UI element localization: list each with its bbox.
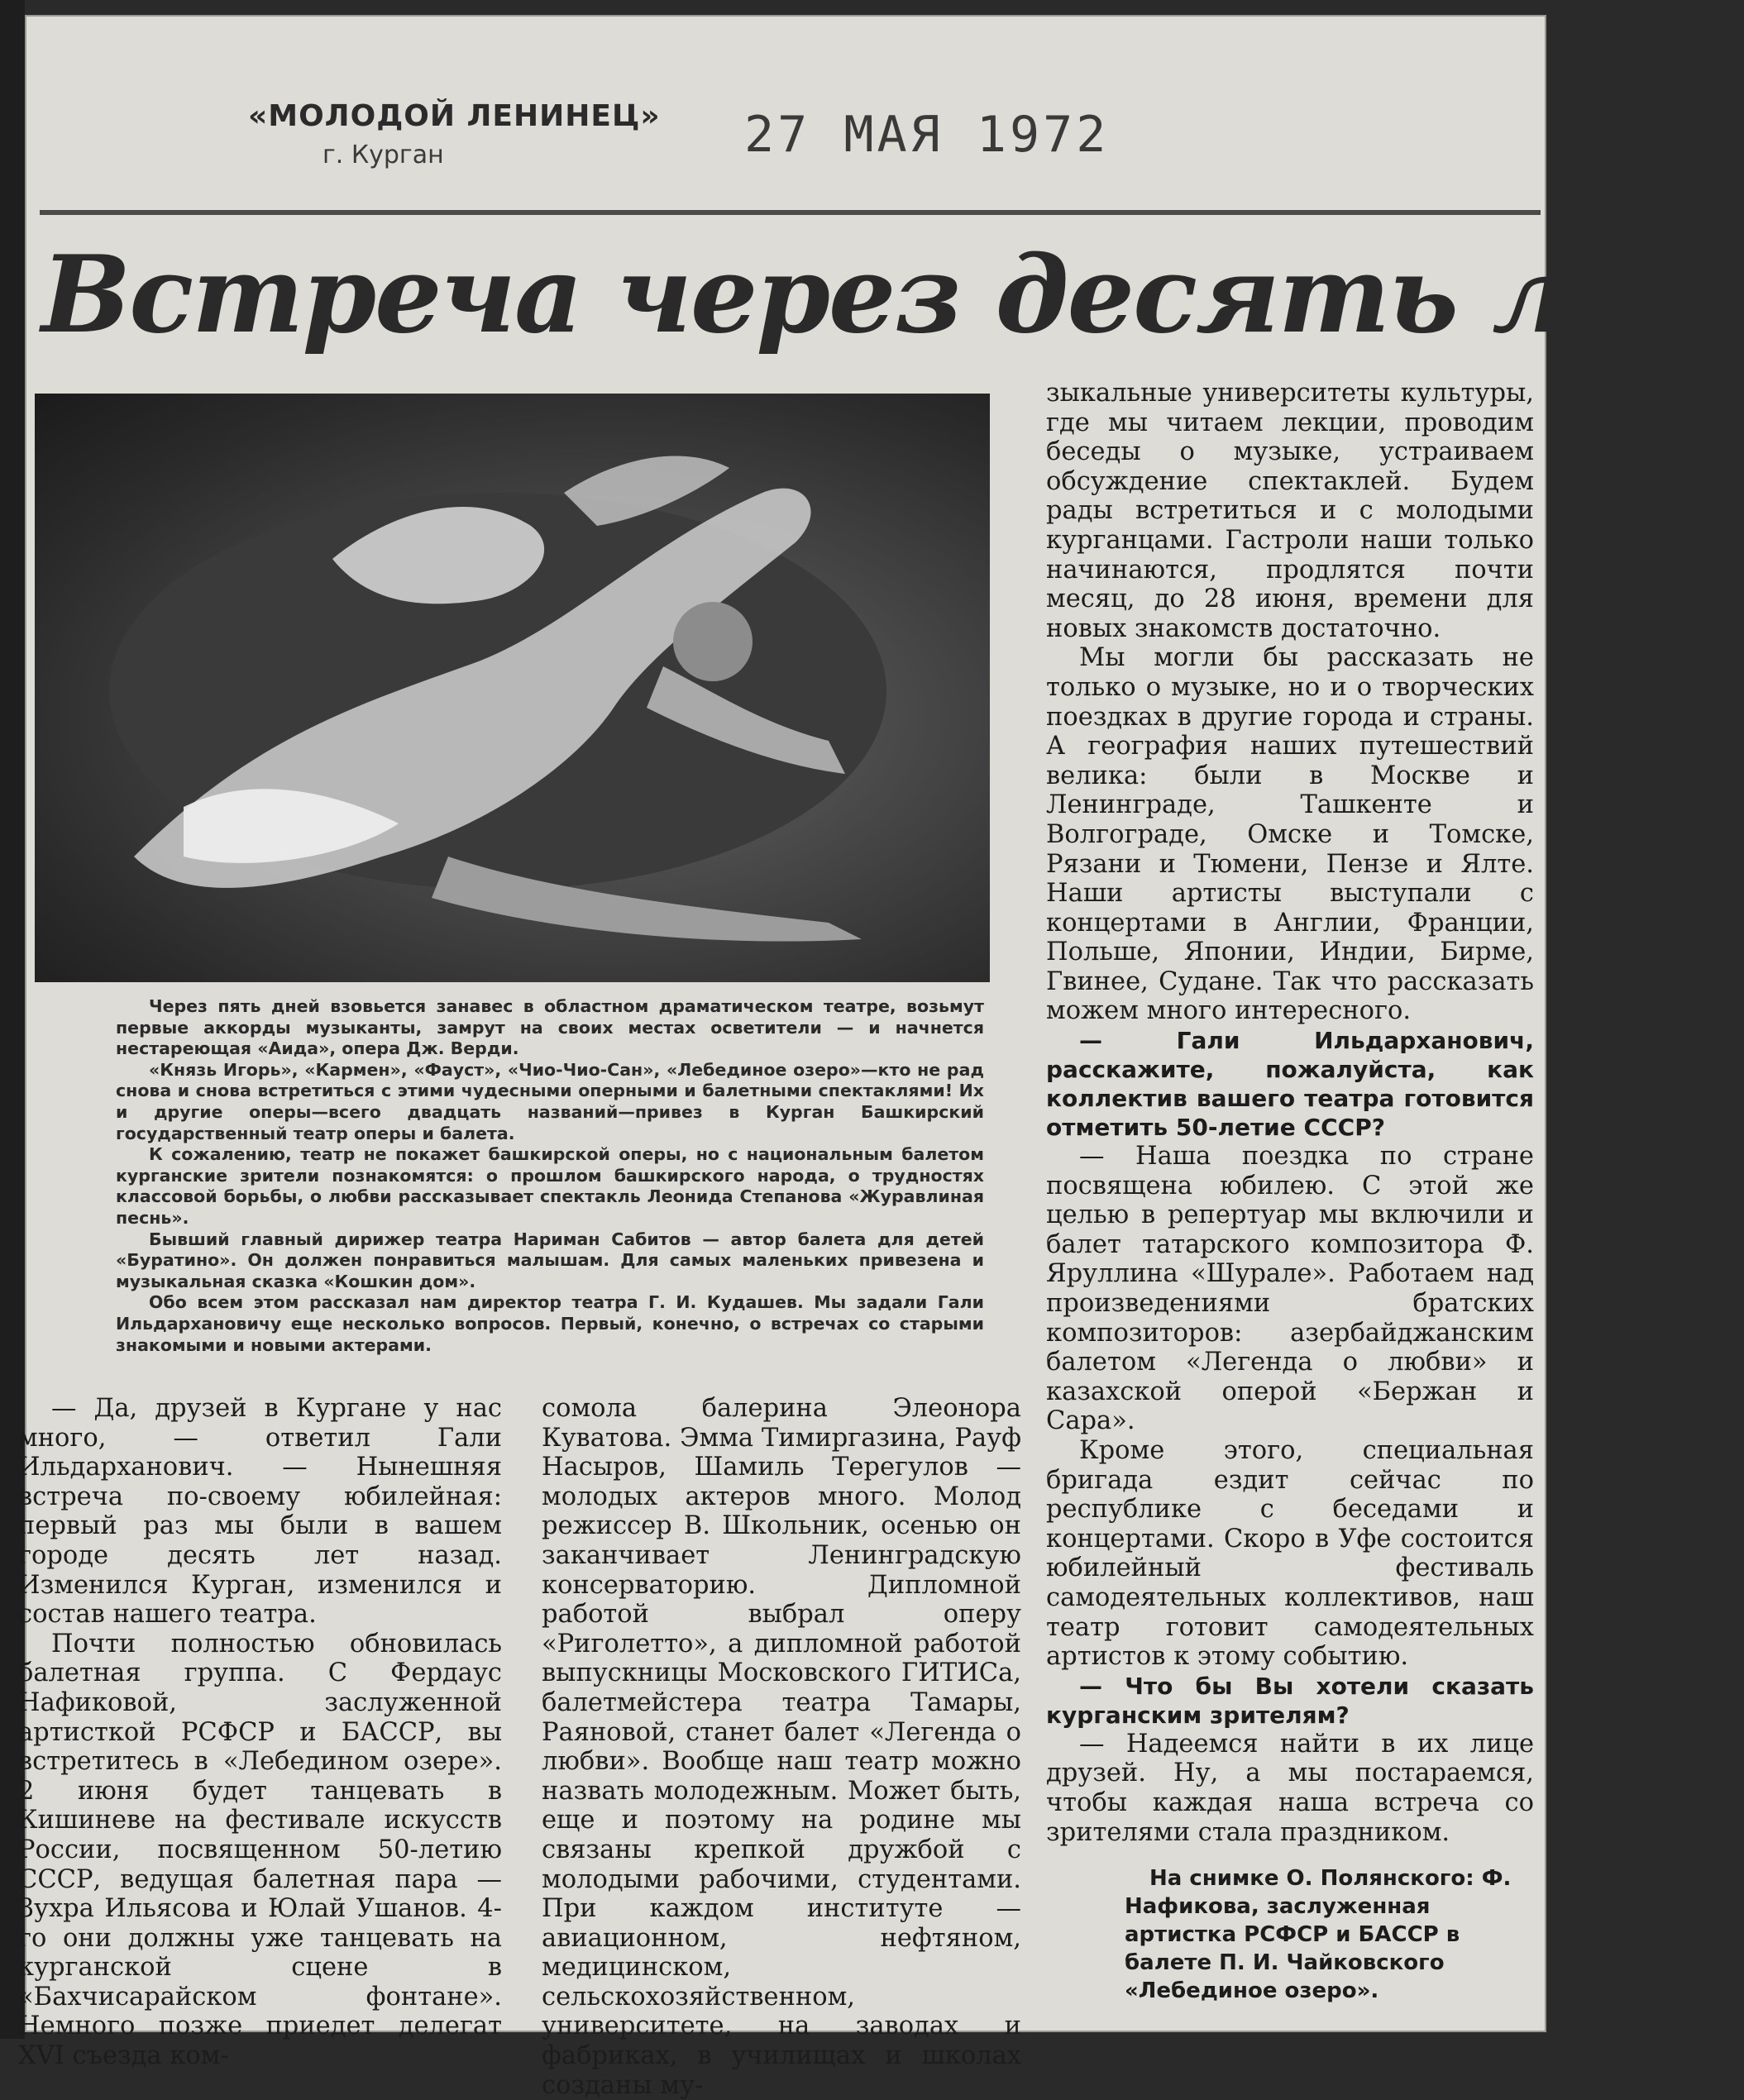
ballerina-image	[35, 394, 990, 982]
article-headline: Встреча через десять лет	[41, 233, 1744, 357]
body-paragraph: зыкальные университеты культуры, где мы читаем лекции, проводим беседы о музыке, устраиваем обсуждение спектаклей. Будем рады встретиться и с молодыми курганцами. Гастроли наши только начинаются, продлятся почти месяц, до 28 июня, времени для новых знакомств достаточно.	[1046, 379, 1534, 643]
interview-question: — Гали Ильдарханович, расскажите, пожалуйста, как коллектив вашего театра готовится отметить 50-летие СССР?	[1046, 1027, 1534, 1142]
intro-paragraph: «Князь Игорь», «Кармен», «Фауст», «Чио-Чио-Сан», «Лебединое озеро»—кто не рад снова и снова встретиться с этими чудесными оперными и балетными спектаклями! Их и другие оперы—всего двадцать названий—привез в Курган Башкирский государственный театр оперы и балета.	[116, 1059, 984, 1143]
newspaper-city: г. Курган	[323, 141, 444, 169]
body-paragraph: Кроме этого, специальная бригада ездит сейчас по республике с беседами и концертами. Скоро в Уфе состоится юбилейный фестиваль самодеятельных коллективов, наш театр готовит самодеятельных артистов к этому событию.	[1046, 1436, 1534, 1672]
article-column-2	[542, 1394, 1021, 2100]
header-rule	[40, 210, 1541, 215]
photo-credit	[1125, 1864, 1522, 2005]
article-column-3	[1046, 379, 1534, 1847]
newspaper-masthead: «МОЛОДОЙ ЛЕНИНЕЦ»	[248, 99, 661, 133]
intro-paragraph: Бывший главный дирижер театра Нариман Сабитов — автор балета для детей «Буратино». Он должен понравиться малышам. Для самых маленьких привезена и музыкальная сказка «Кошкин дом».	[116, 1229, 984, 1291]
intro-paragraph: Через пять дней взовьется занавес в областном драматическом театре, возьмут первые аккорды музыканты, замрут на своих местах осветители — и начнется нестареющая «Аида», опера Дж. Верди.	[116, 996, 984, 1059]
body-paragraph: — Надеемся найти в их лице друзей. Ну, а мы постараемся, чтобы каждая наша встреча со зрителями стала праздником.	[1046, 1729, 1534, 1847]
body-paragraph: Мы могли бы рассказать не только о музыке, но и о творческих поездках в другие города и страны. А география наших путешествий велика: были в Москве и Ленинграде, Ташкенте и Волгограде, Омске и Томске, Рязани и Тюмени, Пензе и Ялте. Наши артисты выступали с концертами в Англии, Франции, Польше, Японии, Индии, Бирме, Гвинее, Судане. Так что рассказать можем много интересного.	[1046, 643, 1534, 1026]
photo-credit-text: На снимке О. Полянского: Ф. Нафикова, заслуженная артистка РСФСР и БАССР в балете П. И. Чайковского «Лебединое озеро».	[1125, 1866, 1512, 2003]
article-column-1	[18, 1394, 502, 2071]
body-paragraph: сомола балерина Элеонора Куватова. Эмма Тимиргазина, Рауф Насыров, Шамиль Терегулов — молодых актеров много. Молод режиссер В. Школьник, осенью он заканчивает Ленинградскую консерваторию. Дипломной работой выбрал оперу «Риголетто», а дипломной работой выпускницы Московского ГИТИСа, балетмейстера театра Тамары, Раяновой, станет балет «Легенда о любви». Вообще наш театр можно назвать молодежным. Может быть, еще и поэтому на родине мы связаны крепкой дружбой с молодыми рабочими, студентами. При каждом институте — авиационном, нефтяном, медицинском, сельскохозяйственном, университете, на заводах и фабриках, в училищах и школах созданы му-	[542, 1394, 1021, 2100]
intro-lead	[116, 996, 984, 1356]
body-paragraph: — Да, друзей в Кургане у нас много, — ответил Гали Ильдарханович. — Нынешняя встреча по-своему юбилейная: первый раз мы были в вашем городе десять лет назад. Изменился Курган, изменился и состав нашего театра.	[18, 1394, 502, 1630]
date-stamp: 27 МАЯ 1972	[744, 106, 1110, 164]
body-paragraph: Почти полностью обновилась балетная группа. С Фердаус Нафиковой, заслуженной артисткой РСФСР и БАССР, вы встретитесь в «Лебедином озере». 2 июня будет танцевать в Кишиневе на фестивале искусств России, посвященном 50-летию СССР, ведущая балетная пара — Зухра Ильясова и Юлай Ушанов. 4-го они должны уже танцевать на курганской сцене в «Бахчисарайском фонтане». Немного позже приедет делегат XVI съезда ком-	[18, 1629, 502, 2071]
intro-paragraph: К сожалению, театр не покажет башкирской оперы, но с национальным балетом курганские зрители познакомятся: о прошлом башкирского народа, о трудностях классовой борьбы, о любви рассказывает спектакль Леонида Степанова «Журавлиная песнь».	[116, 1144, 984, 1228]
intro-paragraph: Обо всем этом рассказал нам директор театра Г. И. Кудашев. Мы задали Гали Ильдархановичу еще несколько вопросов. Первый, конечно, о встречах со старыми знакомыми и новыми актерами.	[116, 1292, 984, 1355]
ballet-photo	[35, 394, 990, 982]
interview-question: — Что бы Вы хотели сказать курганским зрителям?	[1046, 1672, 1534, 1729]
body-paragraph: — Наша поездка по стране посвящена юбилею. С этой же целью в репертуар мы включили и балет татарского композитора Ф. Яруллина «Шурале». Работаем над произведениями братских композиторов: азербайджанским балетом «Легенда о любви» и казахской оперой «Бержан и Сара».	[1046, 1142, 1534, 1436]
